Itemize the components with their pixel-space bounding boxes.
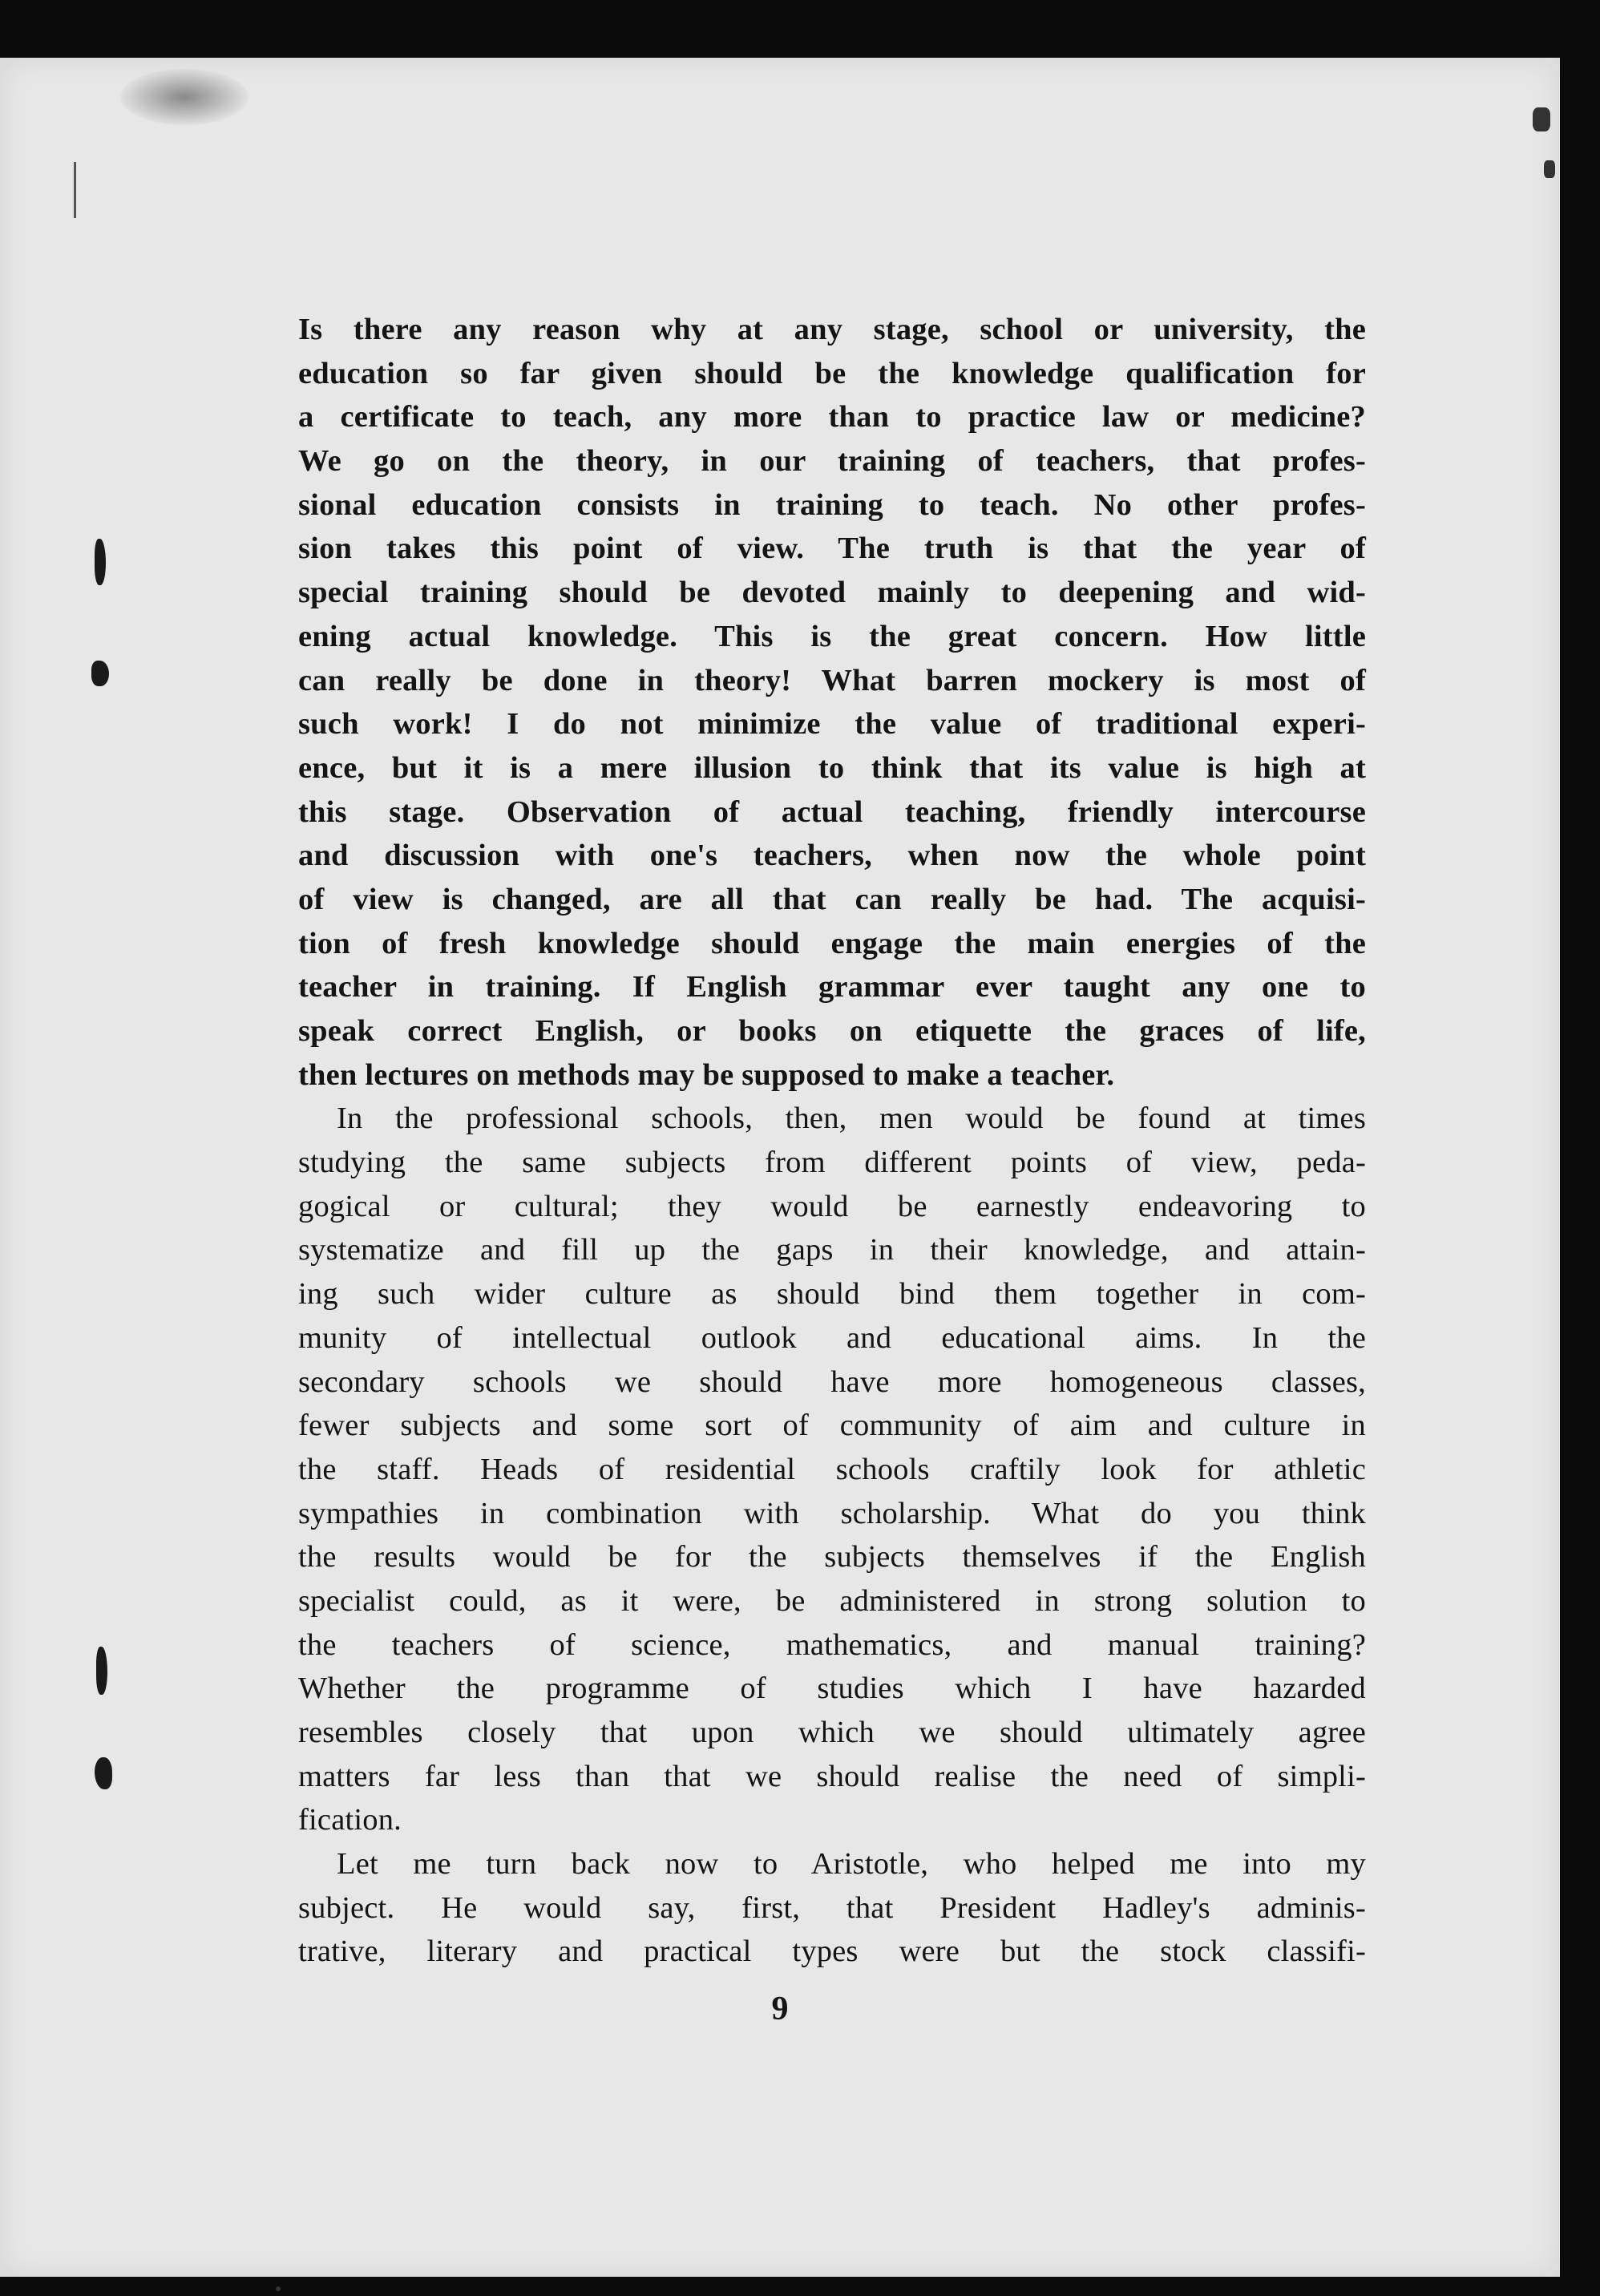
text-line: resembles closely that upon which we should ultimately agree — [298, 1716, 1366, 1749]
text-line: ening actual knowledge. This is the great concern. How little — [298, 619, 1366, 653]
scan-smudge — [120, 69, 248, 125]
text-line: this stage. Observation of actual teaching, friendly intercourse — [298, 794, 1366, 829]
text-line: studying the same subjects from different points of view, peda- — [298, 1146, 1366, 1180]
text-line: education so far given should be the knowledge qualification for — [298, 356, 1366, 390]
text-line: secondary schools we should have more homogeneous classes, — [298, 1364, 1366, 1399]
text-line: Is there any reason why at any stage, school or university, the — [298, 313, 1366, 346]
text-line: matters far less than that we should realise the need of simpli- — [298, 1759, 1366, 1793]
text-line: fewer subjects and some sort of community of aim and culture in — [298, 1409, 1366, 1443]
scan-edge-mark — [74, 162, 76, 218]
page-number: 9 — [771, 1991, 789, 2027]
text-line: then lectures on methods may be supposed to make a teacher. — [298, 1057, 1115, 1092]
body-text — [298, 308, 1366, 1974]
scan-dot — [276, 2286, 281, 2291]
text-line: trative, literary and practical types were but the stock classifi- — [298, 1934, 1366, 1969]
text-line: tion of fresh knowledge should engage the main energies of the — [298, 926, 1366, 960]
text-line: munity of intellectual outlook and educational aims. In the — [298, 1320, 1366, 1355]
text-line: the teachers of science, mathematics, and manual training? — [298, 1627, 1366, 1662]
scan-blot — [95, 539, 106, 585]
text-line: teacher in training. If English grammar ever taught any one to — [298, 970, 1366, 1004]
text-line: of view is changed, are all that can really be had. The acquisi- — [298, 882, 1366, 916]
text-line: the results would be for the subjects themselves if the English — [298, 1540, 1366, 1574]
text-line: systematize and fill up the gaps in their knowledge, and attain- — [298, 1233, 1366, 1267]
text-line: and discussion with one's teachers, when now the whole point — [298, 839, 1366, 873]
text-line: ing such wider culture as should bind them together in com- — [298, 1277, 1366, 1312]
scan-blot — [91, 661, 109, 686]
scan-blot — [95, 1757, 112, 1789]
scanned-page — [0, 58, 1560, 2277]
text-line: the staff. Heads of residential schools craftily look for athletic — [298, 1452, 1366, 1486]
text-line: fication. — [298, 1803, 402, 1837]
text-line: a certificate to teach, any more than to practice law or medicine? — [298, 400, 1366, 435]
text-line: such work! I do not minimize the value of traditional experi- — [298, 707, 1366, 742]
text-line: gogical or cultural; they would be earnestly endeavoring to — [298, 1189, 1366, 1223]
text-line: In the professional schools, then, men would be found at times — [337, 1102, 1366, 1136]
scan-corner-mark — [1533, 107, 1550, 131]
text-line: specialist could, as it were, be administered in strong solution to — [298, 1583, 1366, 1618]
text-line: sional education consists in training to teach. No other profes- — [298, 487, 1366, 522]
text-line: Whether the programme of studies which I have hazarded — [298, 1671, 1366, 1706]
text-line: sion takes this point of view. The truth is that the year of — [298, 532, 1366, 566]
text-line: subject. He would say, first, that President Hadley's adminis- — [298, 1890, 1366, 1925]
scan-corner-mark — [1544, 160, 1555, 178]
text-line: sympathies in combination with scholarship. What do you think — [298, 1496, 1366, 1530]
text-line: ence, but it is a mere illusion to think that its value is high at — [298, 750, 1366, 785]
text-line: can really be done in theory! What barren mockery is most of — [298, 663, 1366, 697]
text-line: We go on the theory, in our training of teachers, that profes- — [298, 444, 1366, 479]
text-line: speak correct English, or books on etiquette the graces of life, — [298, 1014, 1366, 1048]
text-line: special training should be devoted mainly to deepening and wid- — [298, 576, 1366, 610]
scan-blot — [96, 1647, 107, 1695]
text-line: Let me turn back now to Aristotle, who helped me into my — [337, 1847, 1366, 1882]
